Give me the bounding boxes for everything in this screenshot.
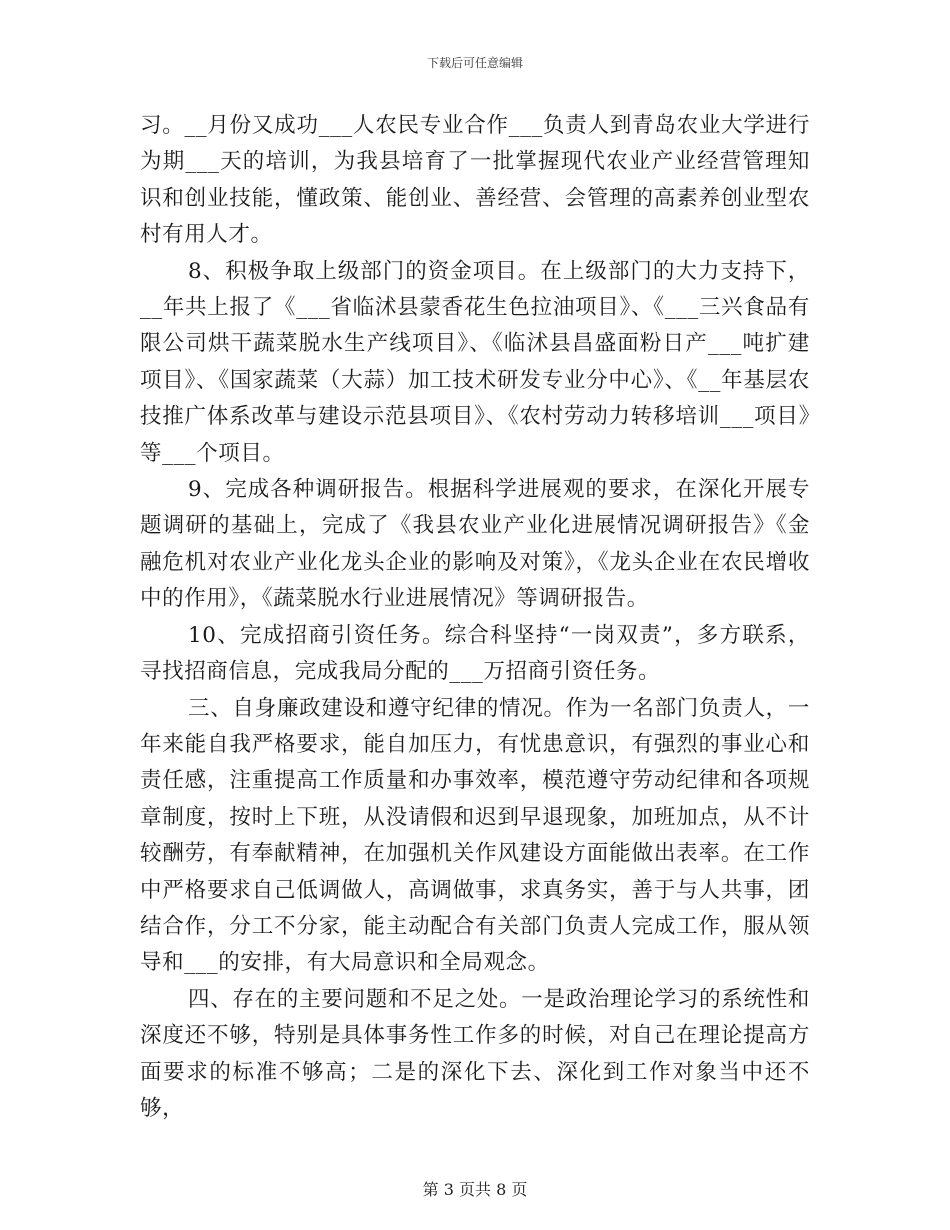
body-text [140,108,810,1127]
paragraph: 三、自身廉政建设和遵守纪律的情况。作为一名部门负责人，一年来能自我严格要求，能自加压力，有忧患意识，有强烈的事业心和责任感，注重提高工作质量和办事效率，模范遵守劳动纪律和各项规章制度，按时上下班，从没请假和迟到早退现象，加班加点，从不计较酬劳，有奉献精神，在加强机关作风建设方面能做出表率。在工作中严格要求自己低调做人，高调做事，求真务实，善于与人共事，团结合作，分工不分家，能主动配合有关部门负责人完成工作，服从领导和___的安排，有大局意识和全局观念。 [140,695,810,976]
paragraph: 习。__月份又成功___人农民专业合作___负责人到青岛农业大学进行为期___天的培训，为我县培育了一批掌握现代农业产业经营管理知识和创业技能，懂政策、能创业、善经营、会管理的高素养创业型农村有用人才。 [140,113,810,248]
paragraph: 8、积极争取上级部门的资金项目。在上级部门的大力支持下，__年共上报了《___省临沭县蒙香花生色拉油项目》、《___三兴食品有限公司烘干蔬菜脱水生产线项目》、《临沭县昌盛面粉日产___吨扩建项目》、《国家蔬菜（大蒜）加工技术研发专业分中心》、《__年基层农技推广体系改革与建设示范县项目》、《农村劳动力转移培训___项目》等___个项目。 [140,258,810,466]
page-footer: 第 3 页共 8 页 [422,1180,528,1199]
paragraph: 9、完成各种调研报告。根据科学进展观的要求，在深化开展专题调研的基础上，完成了《我县农业产业化进展情况调研报告》《金融危机对农业产业化龙头企业的影响及对策》，《龙头企业在农民增收中的作用》，《蔬菜脱水行业进展情况》等调研报告。 [140,477,810,612]
paragraph: 10、完成招商引资任务。综合科坚持“一岗双责”，多方联系，寻找招商信息，完成我局分配的___万招商引资任务。 [140,622,810,685]
paragraph: 四、存在的主要问题和不足之处。一是政治理论学习的系统性和深度还不够，特别是具体事务性工作多的时候，对自己在理论提高方面要求的标准不够高；二是的深化下去、深化到工作对象当中还不够， [140,986,810,1121]
page-header: 下载后可任意编辑 [426,56,523,70]
